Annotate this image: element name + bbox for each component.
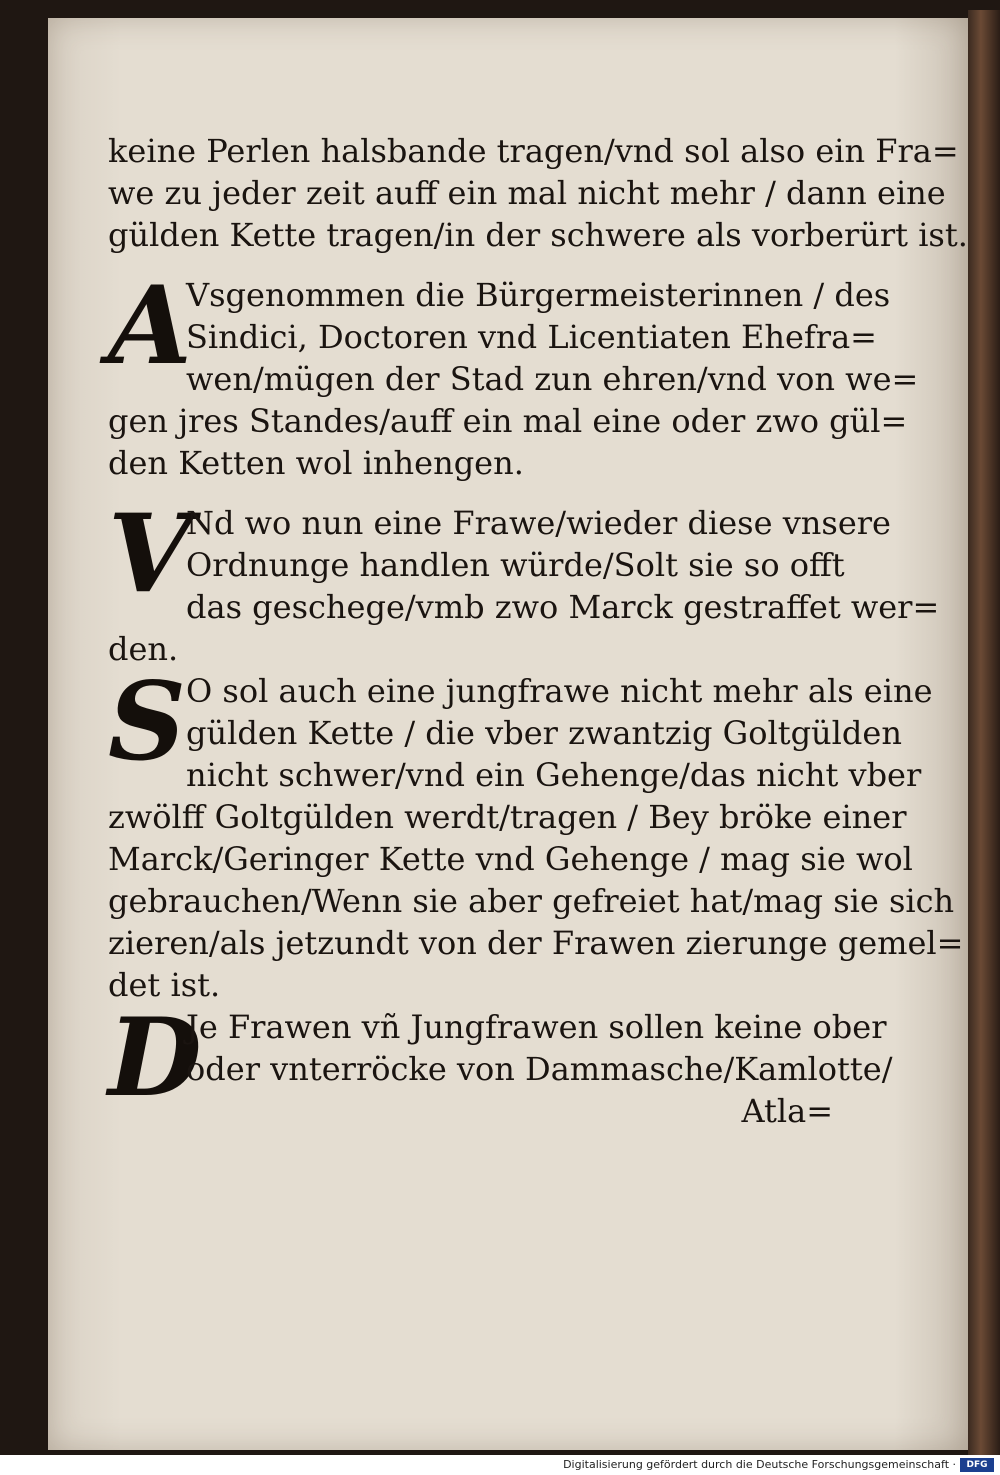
text-line: we zu jeder zeit auff ein mal nicht mehr / dann eine xyxy=(108,174,946,212)
drop-cap-initial: V xyxy=(108,491,192,617)
text-line: den. xyxy=(108,630,179,668)
page-text xyxy=(108,130,968,1132)
text-line: den Ketten wol inhengen. xyxy=(108,444,524,482)
dfg-logo-icon: DFG xyxy=(960,1458,994,1472)
text-line: nicht schwer/vnd ein Gehenge/das nicht vber xyxy=(186,756,922,794)
text-line: das geschege/vmb zwo Marck gestraffet wer= xyxy=(186,588,940,626)
text-line: Nd wo nun eine Frawe/wieder diese vnsere xyxy=(186,504,891,542)
text-line: Vsgenommen die Bürgermeisterinnen / des xyxy=(186,276,891,314)
text-line: wen/mügen der Stad zun ehren/vnd von we= xyxy=(186,360,919,398)
paragraph-2 xyxy=(108,263,919,484)
text-line: Sindici, Doctoren vnd Licentiaten Ehefra= xyxy=(186,318,877,356)
text-line: gebrauchen/Wenn sie aber gefreiet hat/mag sie sich xyxy=(108,882,955,920)
text-line: gülden Kette tragen/in der schwere als vorberürt ist. xyxy=(108,216,968,254)
drop-cap-initial: A xyxy=(108,263,192,389)
text-line: Marck/Geringer Kette vnd Gehenge / mag sie wol xyxy=(108,840,913,878)
text-line: Ordnunge handlen würde/Solt sie so offt xyxy=(186,546,845,584)
text-line: det ist. xyxy=(108,966,221,1004)
text-line: keine Perlen halsbande tragen/vnd sol also ein Fra= xyxy=(108,132,959,170)
text-line: gen jres Standes/auff ein mal eine oder zwo gül= xyxy=(108,402,908,440)
catchword: Atla= xyxy=(741,1092,833,1130)
text-line: gülden Kette / die vber zwantzig Goltgülden xyxy=(186,714,902,752)
paragraph-1 xyxy=(108,130,968,256)
paragraph-4 xyxy=(108,659,964,1006)
footer-credit: Digitalisierung gefördert durch die Deutsche Forschungsgemeinschaft · xyxy=(563,1458,956,1471)
text-line: zieren/als jetzundt von der Frawen zierunge gemel= xyxy=(108,924,964,962)
drop-cap-initial: D xyxy=(108,995,202,1121)
text-line: zwölff Goltgülden werdt/tragen / Bey bröke einer xyxy=(108,798,907,836)
text-line: oder vnterröcke von Dammasche/Kamlotte/ xyxy=(186,1050,893,1088)
book-binding-edge xyxy=(968,10,1000,1455)
drop-cap-initial: S xyxy=(108,659,186,785)
text-line: O sol auch eine jungfrawe nicht mehr als eine xyxy=(186,672,933,710)
text-line: Je Frawen vñ Jungfrawen sollen keine ober xyxy=(186,1008,887,1046)
paragraph-3 xyxy=(108,491,940,670)
digitization-footer xyxy=(0,1455,1000,1475)
